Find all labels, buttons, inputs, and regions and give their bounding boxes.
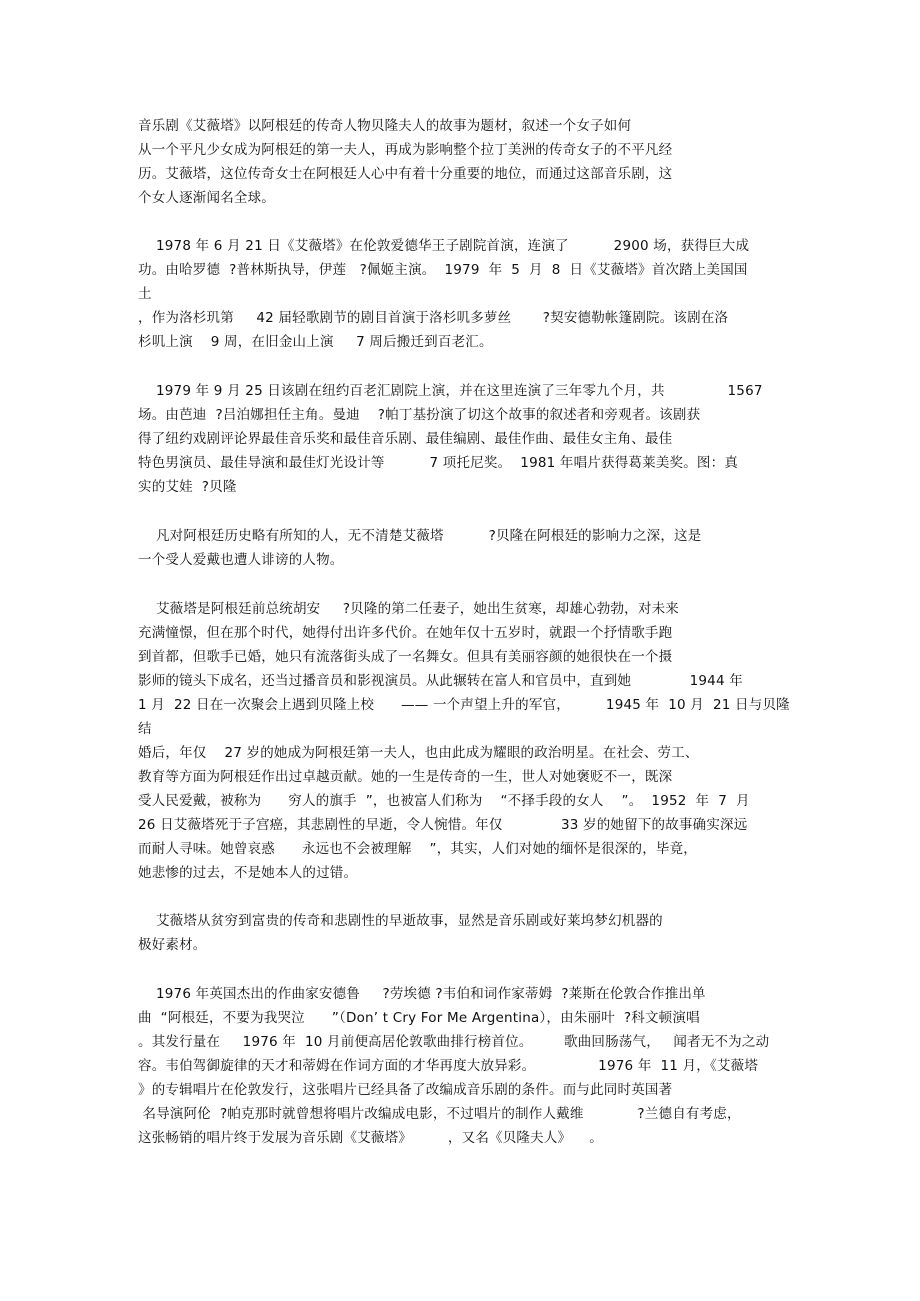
text-line: 名导演阿伦 ?帕克那时就曾想将唱片改编成电影，不过唱片的制作人戴维 ?兰德自有考虑，: [138, 1106, 741, 1122]
text-line: 这张畅销的唱片终于发展为音乐剧《艾薇塔》 ，又名《贝隆夫人》 。: [138, 1130, 603, 1146]
text-line: 土: [138, 286, 152, 302]
text-line: 场。由芭迪 ?吕泊娜担任主角。曼迪 ?帕丁基扮演了切这个故事的叙述者和旁观者。该剧获: [138, 407, 701, 423]
text-line: 1976 年英国杰出的作曲家安德鲁 ?劳埃德 ?韦伯和词作家蒂姆 ?莱斯在伦敦合作推出单: [138, 986, 706, 1002]
text-line: 1 月 22 日在一次聚会上遇到贝隆上校 —— 一个声望上升的军官， 1945 年 10 月 21 日与贝隆: [138, 697, 790, 713]
text-line: 教育等方面为阿根廷作出过卓越贡献。她的一生是传奇的一生，世人对她褒贬不一，既深: [138, 769, 673, 785]
text-line: 而耐人寻味。她曾哀惑 永远也不会被理解 ”，其实，人们对她的缅怀是很深的，毕竟，: [138, 841, 698, 857]
text-line: 1978 年 6 月 21 日《艾薇塔》在伦敦爱德华王子剧院首演，连演了 2900 场，获得巨大成: [138, 238, 750, 254]
text-line: 受人民爱戴，被称为 穷人的旗手 ”，也被富人们称为 “不择手段的女人 ”。 1952 年 7 月: [138, 793, 750, 809]
text-line: 极好素材。: [138, 937, 207, 953]
text-line: 艾薇塔从贫穷到富贵的传奇和悲剧性的早逝故事，显然是音乐剧或好莱坞梦幻机器的: [138, 913, 663, 929]
text-line: 得了纽约戏剧评论界最佳音乐奖和最佳音乐剧、最佳编剧、最佳作曲、最佳女主角、最佳: [138, 431, 673, 447]
text-line: 一个受人爱戴也遭人诽谤的人物。: [138, 552, 344, 568]
text-line: 功。由哈罗德 ?普林斯执导，伊莲 ?佩姬主演。 1979 年 5 月 8 日《艾薇塔》首次踏上美国国: [138, 262, 748, 278]
text-line: 音乐剧《艾薇塔》以阿根廷的传奇人物贝隆夫人的故事为题材，叙述一个女子如何: [138, 118, 632, 134]
text-line: 曲 “阿根廷，不要为我哭泣 ”（Don’ t Cry For Me Argentina），由朱丽叶 ?科文顿演唱: [138, 1010, 700, 1026]
text-line: 充满憧憬，但在那个时代，她得付出许多代价。在她年仅十五岁时，就跟一个抒情歌手跑: [138, 625, 673, 641]
text-line: 到首都，但歌手已婚，她只有流落街头成了一名舞女。但具有美丽容颜的她很快在一个摄: [138, 649, 673, 665]
text-line: 她悲惨的过去，不是她本人的过错。: [138, 865, 358, 881]
text-line: 结: [138, 721, 152, 737]
text-line: 。其发行量在 1976 年 10 月前便高居伦敦歌曲排行榜首位。 歌曲回肠荡气， 闻者无不为之动: [138, 1034, 770, 1050]
text-line: 容。韦伯驾御旋律的天才和蒂姆在作词方面的才华再度大放异彩。 1976 年 11 月，《艾薇塔: [138, 1058, 759, 1074]
text-line: 婚后，年仅 27 岁的她成为阿根廷第一夫人，也由此成为耀眼的政治明星。在社会、劳工、: [138, 745, 699, 761]
text-line: 从一个平凡少女成为阿根廷的第一夫人，再成为影响整个拉丁美洲的传奇女子的不平凡经: [138, 142, 673, 158]
text-line: 实的艾娃 ?贝隆: [138, 479, 237, 495]
text-line: 杉叽上演 9 周，在旧金山上演 7 周后搬迁到百老汇。: [138, 334, 493, 350]
text-line: 凡对阿根廷历史略有所知的人，无不清楚艾薇塔 ?贝隆在阿根廷的影响力之深，这是: [138, 528, 702, 544]
text-line: 》的专辑唱片在伦敦发行，这张唱片已经具备了改编成音乐剧的条件。而与此同时英国著: [138, 1082, 673, 1098]
text-line: 1979 年 9 月 25 日该剧在纽约百老汇剧院上演，并在这里连演了三年零九个月，共 1567: [138, 383, 763, 399]
text-line: ，作为洛杉玑第 42 届轻歌剧节的剧目首演于洛杉叽多萝丝 ?契安德勒帐篷剧院。该剧在洛: [138, 310, 729, 326]
text-line: 26 日艾薇塔死于子宫癌，其悲剧性的早逝，令人惋惜。年仅 33 岁的她留下的故事确实深远: [138, 817, 748, 833]
text-line: 历。艾薇塔，这位传奇女士在阿根廷人心中有着十分重要的地位，而通过这部音乐剧，这: [138, 166, 673, 182]
text-line: 影师的镜头下成名，还当过播音员和影视演员。从此辗转在富人和官员中，直到她 1944 年: [138, 673, 743, 689]
text-line: 个女人逐渐闻名全球。: [138, 190, 275, 206]
text-line: 艾薇塔是阿根廷前总统胡安 ?贝隆的第二任妻子，她出生贫寒，却雄心勃勃，对未来: [138, 601, 679, 617]
text-line: 特色男演员、最佳导演和最佳灯光设计等 7 项托尼奖。 1981 年唱片获得葛莱美奖。图：真: [138, 455, 739, 471]
